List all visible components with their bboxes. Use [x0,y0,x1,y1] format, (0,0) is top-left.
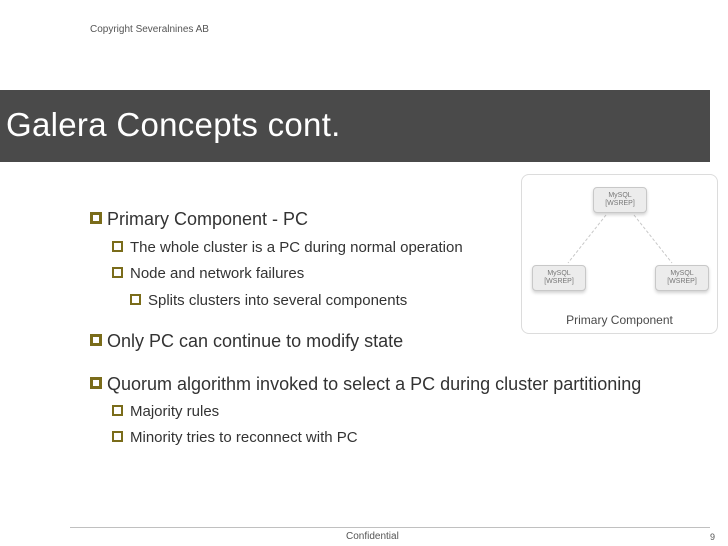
square-bullet-icon [90,212,102,224]
square-bullet-icon [112,405,123,416]
bullet-text: Minority tries to reconnect with PC [130,429,358,446]
connection-top-right [634,215,672,263]
bullet-item [112,429,358,446]
bullet-text: Splits clusters into several components [148,292,408,309]
footer-divider [70,527,710,528]
bullet-text: The whole cluster is a PC during normal operation [130,239,463,256]
bullet-text: Majority rules [130,403,220,420]
square-bullet-icon [90,334,102,346]
bullet-item [112,403,219,420]
bullet-item [90,209,308,230]
confidential-label: Confidential [346,531,399,542]
square-bullet-icon [112,267,123,278]
copyright-text: Copyright Severalnines AB [90,24,209,35]
node-label: MySQL [670,270,694,277]
square-bullet-icon [130,294,141,305]
bullet-item [90,331,403,352]
square-bullet-icon [112,241,123,252]
bullet-item [112,239,463,256]
node-sublabel: [WSREP] [605,200,635,207]
connection-top-left [568,215,606,263]
node-sublabel: [WSREP] [544,278,574,285]
bullet-item [112,265,304,282]
square-bullet-icon [112,431,123,442]
page-number: 9 [710,532,716,542]
bullet-text: Only PC can continue to modify state [107,331,404,351]
bullet-text: Quorum algorithm invoked to select a PC during cluster partitioning [107,374,642,394]
mysql-node-top [593,187,647,213]
mysql-node-right [655,265,709,291]
title-band [0,90,710,162]
diagram-caption: Primary Component [566,313,673,327]
node-label: MySQL [547,270,571,277]
mysql-node-left [532,265,586,291]
slide-title: Galera Concepts cont. [6,106,341,143]
primary-component-diagram [521,174,718,334]
bullet-text: Node and network failures [130,265,305,282]
node-sublabel: [WSREP] [667,278,697,285]
bullet-item [130,292,407,309]
bullet-item [90,374,641,395]
square-bullet-icon [90,377,102,389]
node-label: MySQL [608,192,632,199]
bullet-text: Primary Component - PC [107,209,309,229]
